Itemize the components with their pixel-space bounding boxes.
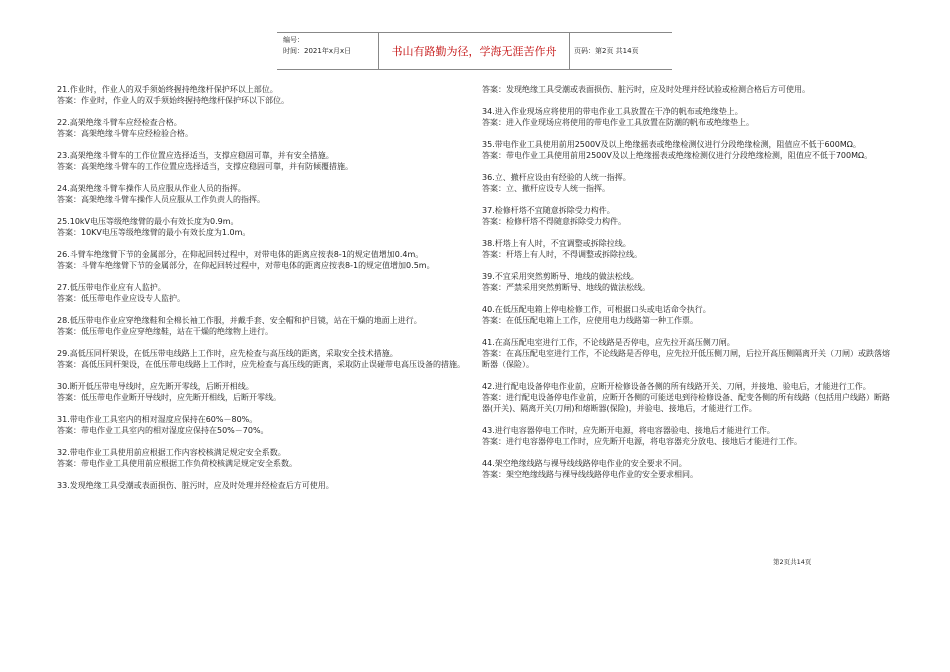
answer-text: 答案：高架绝缘斗臂车操作人员应服从工作负责人的指挥。 — [57, 195, 265, 204]
question-text: 30.断开低压带电导线时，应先断开零线，后断开相线。 — [57, 382, 254, 391]
answer-text: 答案：进行电容器停电工作时，应先断开电源，将电容器充分放电、接地后才能进行工作。 — [482, 437, 802, 446]
answer-text: 答案：带电作业工具室内的相对湿度应保持在50%－70%。 — [57, 426, 269, 435]
qa-item — [57, 315, 468, 337]
question-text: 39.不宜采用突然剪断导、地线的做法松线。 — [482, 272, 639, 281]
page-header — [277, 32, 672, 70]
left-column — [57, 84, 468, 502]
answer-text: 答案：10KV电压等级绝缘臂的最小有效长度为1.0m。 — [57, 228, 251, 237]
answer-text: 答案：架空绝缘线路与裸导线线路停电作业的安全要求相同。 — [482, 470, 698, 479]
answer-text: 答案：斗臂车绝缘臂下节的金属部分，在仰起回转过程中，对带电体的距离应按表8-1的规定值增加0.5m。 — [57, 261, 435, 270]
qa-item — [57, 117, 468, 139]
qa-item — [57, 150, 468, 172]
question-text: 43.进行电容器停电工作时，应先断开电源，将电容器验电、接地后才能进行工作。 — [482, 426, 775, 435]
answer-text: 答案：进行配电设备停电作业前，应断开各侧的可能送电到待检修设备、配变各侧的所有线路（包括用户线路）断路器(开关)、隔离开关(刀闸)和熔断器(保险)，并验电、接地后，才能进行工作。 — [482, 393, 890, 413]
question-text: 24.高架绝缘斗臂车操作人员应服从作业人员的指挥。 — [57, 184, 246, 193]
question-text: 32.带电作业工具使用前应根据工作内容校核满足规定安全系数。 — [57, 448, 286, 457]
answer-text: 答案：杆塔上有人时，不得调整或拆除拉线。 — [482, 250, 642, 259]
qa-item — [57, 447, 468, 469]
answer-text: 答案：高架绝缘斗臂车的工作位置应选择适当，支撑应稳固可靠，并有防倾覆措施。 — [57, 162, 353, 171]
question-text: 42.进行配电设备停电作业前，应断开检修设备各侧的所有线路开关、刀闸，并接地、验电后，才能进行工作。 — [482, 382, 871, 391]
question-text: 28.低压带电作业应穿绝缘鞋和全棉长袖工作服，并戴手套、安全帽和护目镜，站在干燥的地面上进行。 — [57, 316, 422, 325]
answer-text: 答案：低压带电作业断开导线时，应先断开相线，后断开零线。 — [57, 393, 281, 402]
answer-text: 答案：作业时，作业人的双手须始终握持绝缘杆保护环以下部位。 — [57, 96, 289, 105]
qa-item — [57, 84, 468, 106]
answer-text: 答案：带电作业工具使用前应根据工作负荷校核满足规定安全系数。 — [57, 459, 297, 468]
footer-page-number: 第2页共14页 — [773, 558, 812, 566]
answer-text: 答案：检修杆塔不得随意拆除受力构件。 — [482, 217, 626, 226]
answer-text: 答案：在高压配电室进行工作，不论线路是否停电，应先拉开低压侧刀闸，后拉开高压侧隔离开关（刀闸）或跌落熔断器（保险）。 — [482, 349, 890, 369]
question-text: 40.在低压配电箱上停电检修工作，可根据口头或电话命令执行。 — [482, 305, 711, 314]
header-page-label: 页码：第2页 共14页 — [574, 47, 639, 55]
answer-text: 答案：立、撤杆应设专人统一指挥。 — [482, 184, 610, 193]
qa-item — [57, 282, 468, 304]
qa-item — [57, 381, 468, 403]
answer-text: 答案：低压带电作业应设专人监护。 — [57, 294, 185, 303]
qa-item — [57, 216, 468, 238]
question-text: 36.立、撤杆应设由有经验的人统一指挥。 — [482, 173, 631, 182]
question-text: 29.高低压同杆架设，在低压带电线路上工作时，应先检查与高压线的距离，采取安全技术措施。 — [57, 349, 398, 358]
answer-text: 答案：严禁采用突然剪断导、地线的做法松线。 — [482, 283, 650, 292]
qa-item — [57, 183, 468, 205]
qa-item — [57, 480, 468, 491]
question-text: 26.斗臂车绝缘臂下节的金属部分，在仰起回转过程中，对带电体的距离应按表8-1的规定值增加0.4m。 — [57, 250, 424, 259]
answer-text: 答案：进入作业现场应将使用的带电作业工具放置在防潮的帆布或绝缘垫上。 — [482, 118, 754, 127]
answer-text: 答案：高低压同杆架设，在低压带电线路上工作时，应先检查与高压线的距离，采取防止误碰带电高压设备的措施。 — [57, 360, 465, 369]
question-text: 25.10kV电压等级绝缘臂的最小有效长度为0.9m。 — [57, 217, 239, 226]
qa-item — [482, 337, 897, 370]
qa-item — [57, 414, 468, 436]
qa-item — [482, 106, 897, 128]
qa-item — [482, 84, 897, 95]
question-text: 37.检修杆塔不宜随意拆除受力构件。 — [482, 206, 615, 215]
question-text: 38.杆塔上有人时，不宜调整或拆除拉线。 — [482, 239, 631, 248]
answer-text: 答案：高架绝缘斗臂车应经检验合格。 — [57, 129, 193, 138]
question-text: 21.作业时，作业人的双手须始终握持绝缘杆保护环以上部位。 — [57, 85, 278, 94]
qa-item — [482, 304, 897, 326]
qa-item — [57, 249, 468, 271]
right-column — [482, 84, 897, 491]
qa-item — [482, 458, 897, 480]
question-text: 35.带电作业工具使用前用2500V及以上绝缘摇表或绝缘检测仪进行分段绝缘检测，阻值应不低于600MΩ。 — [482, 140, 861, 149]
header-motto: 书山有路勤为径，学海无涯苦作舟 — [379, 33, 570, 69]
question-text: 31.带电作业工具室内的相对湿度应保持在60%－80%。 — [57, 415, 258, 424]
qa-item — [57, 348, 468, 370]
time-label: 时间：2021年x月x日 — [283, 47, 352, 55]
question-text: 34.进入作业现场应将使用的带电作业工具放置在干净的帆布或绝缘垫上。 — [482, 107, 743, 116]
header-meta — [277, 33, 379, 69]
question-text: 44.架空绝缘线路与裸导线线路停电作业的安全要求不同。 — [482, 459, 687, 468]
answer-text: 答案：低压带电作业应穿绝缘鞋，站在干燥的绝缘物上进行。 — [57, 327, 273, 336]
question-text: 41.在高压配电室进行工作，不论线路是否停电，应先拉开高压侧刀闸。 — [482, 338, 735, 347]
qa-item — [482, 238, 897, 260]
answer-text: 答案：在低压配电箱上工作，应使用电力线路第一种工作票。 — [482, 316, 698, 325]
question-text: 22.高架绝缘斗臂车应经检查合格。 — [57, 118, 182, 127]
answer-text: 答案：发现绝缘工具受潮或表面损伤、脏污时，应及时处理并经试验或检测合格后方可使用。 — [482, 85, 810, 94]
question-text: 27.低压带电作业应有人监护。 — [57, 283, 166, 292]
number-label: 编号： — [283, 36, 304, 44]
answer-text: 答案：带电作业工具使用前用2500V及以上绝缘摇表或绝缘检测仪进行分段绝缘检测，阻值应不低于700MΩ。 — [482, 151, 873, 160]
qa-item — [482, 205, 897, 227]
question-text: 33.发现绝缘工具受潮或表面损伤、脏污时，应及时处理并经检查后方可使用。 — [57, 481, 334, 490]
question-text: 23.高架绝缘斗臂车的工作位置应选择适当，支撑应稳固可靠，并有安全措施。 — [57, 151, 334, 160]
qa-item — [482, 381, 897, 414]
qa-item — [482, 139, 897, 161]
qa-item — [482, 425, 897, 447]
qa-item — [482, 271, 897, 293]
qa-item — [482, 172, 897, 194]
